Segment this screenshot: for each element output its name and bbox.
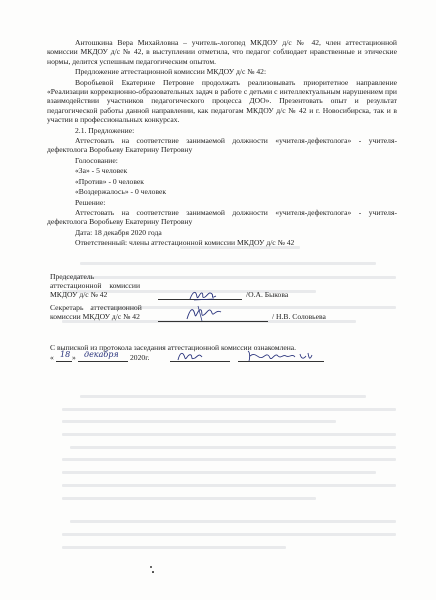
vote-abstain: «Воздержалось» - 0 человек	[75, 187, 167, 197]
secretary-signature	[184, 303, 224, 323]
acquaint-statement: С выпиской из протокола заседания аттестационной комиссии ознакомлена.	[50, 343, 297, 352]
acquaint-day-handwritten: 18	[60, 350, 71, 359]
protocol-body	[47, 38, 397, 248]
chair-title-line1: Председатель	[50, 272, 95, 281]
secretary-title-line1: Секретарь аттестационной	[50, 303, 142, 312]
acquaint-year: 2020г.	[130, 353, 150, 362]
paragraph-decision-text: Аттестовать на соответствие занимаемой должности «учителя-дефектолога» - учителя-дефектолога Воробьеву Екатерину Петровну	[47, 207, 397, 227]
vote-against: «Против» - 0 человек	[75, 176, 144, 186]
acquaint-month-line	[78, 361, 128, 362]
acquaint-signature	[176, 348, 204, 364]
chair-title-line2: аттестационной комиссии	[50, 281, 141, 290]
acquaint-date-mid: »	[72, 353, 76, 362]
paragraph-date: Дата: 18 декабря 2020 года	[75, 227, 162, 237]
paragraph-proposal-heading: Предложение аттестационной комиссии МКДОУ д/с № 42:	[75, 67, 267, 77]
acquaint-handwritten-name	[246, 348, 316, 364]
speck-mark	[150, 566, 152, 568]
paragraph-voting-heading: Голосование:	[75, 155, 118, 165]
acquaint-month-handwritten: декабря	[84, 350, 119, 359]
secretary-name: / Н.В. Соловьева	[272, 312, 326, 321]
chair-signature	[188, 288, 218, 302]
paragraph-attest-proposal: Аттестовать на соответствие занимаемой должности «учителя-дефектолога» - учителя-дефектолога Воробьеву Екатерину Петровну	[47, 136, 397, 155]
chair-title-line3: МКДОУ д/с № 42	[50, 290, 108, 299]
paragraph-member-speech: Антошкина Вера Михайловна – учитель-логопед МКДОУ д/с № 42, член аттестационной комиссии МКДОУ д/с № 42, в выступлении отметила, что педагог соблюдает нравственные и этические нормы, делится успешным педагогическим опытом.	[47, 38, 397, 66]
acquaint-day-line	[56, 361, 72, 362]
paragraph-proposal-text: Воробьевой Екатерине Петровне продолжать реализовывать приоритетное направление «Реализации коррекционно-образовательных задач в работе с детьми с интеллектуальным нарушением при взаимодействии участников педагогического процесса ДОО». Презентовать опыт и результат педагогической работы данной направлении, как педагогам МКДОУ д/с № 42 и г. Новосибирска, так и в участии в профессиональных конкурсах.	[47, 77, 397, 125]
secretary-title-line2: комиссии МКДОУ д/с № 42	[50, 312, 140, 321]
paragraph-proposal-2-1: 2.1. Предложение:	[75, 125, 135, 135]
paragraph-responsible: Ответственный: члены аттестационной комиссии МКДОУ д/с № 42	[75, 238, 295, 248]
chair-name: /О.А. Быкова	[246, 290, 289, 299]
acquaint-date-open: «	[50, 353, 54, 362]
paragraph-decision-heading: Решение:	[75, 197, 106, 207]
speck-mark	[152, 571, 154, 573]
vote-for: «За» - 5 человек	[75, 166, 128, 176]
